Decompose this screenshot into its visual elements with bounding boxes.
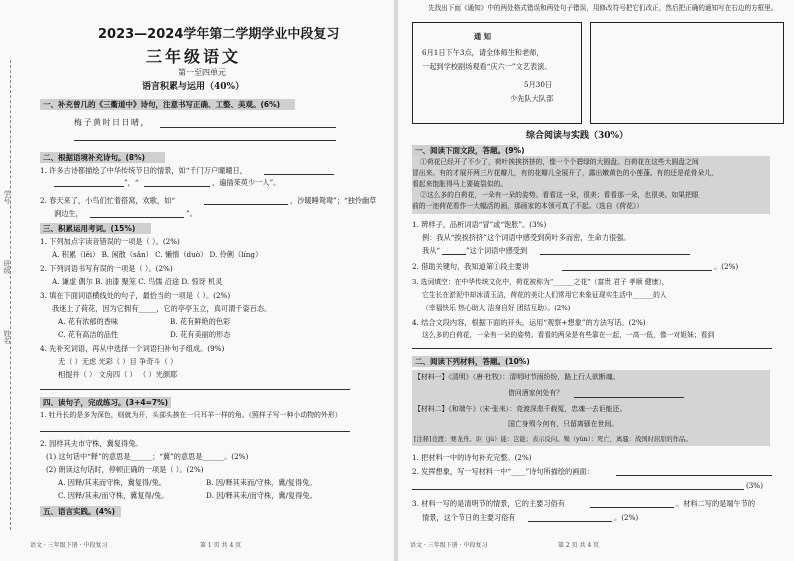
material-2-line: 【材料二】《和端午》（宋·张耒）：竞渡深悲千载冤，忠魂一去讵能还。	[414, 405, 627, 413]
material-2-line: 国亡身殒今何有，只留离骚在世间。	[508, 420, 619, 428]
question-text: （幸福快乐 热心助人 洁身自好 团结互助）。(2%)	[422, 304, 571, 312]
question-text: 3. 填在下面词语横线处的句子，最恰当的一项是（ ）。(2%)	[40, 291, 231, 300]
answer-line[interactable]	[540, 254, 690, 255]
answer-line[interactable]	[40, 431, 350, 432]
notice-signature: 少先队大队部	[510, 94, 554, 103]
option-b: B. 花有鲜艳的色彩	[170, 317, 231, 326]
answer-line[interactable]	[562, 270, 712, 271]
section-2-header: 二、根据语境补充诗句。(8%)	[40, 152, 165, 163]
passage-line: 看起来饱胀得马上要破裂似的。	[412, 180, 508, 188]
material-1-line: 【材料一】《清明》（唐·杜牧）：清明时节雨纷纷，路上行人欲断魂。	[414, 373, 620, 381]
option-a: A. 因释/其耒而守株，冀复得/兔。	[58, 478, 167, 487]
question-text: ”。	[186, 209, 197, 218]
score-label: (3%)	[746, 481, 764, 490]
question-text: ，遍插茱萸少一人”。	[212, 178, 281, 187]
material-note: [注释]竞渡：赛龙舟。讵（jù）能：岂能；表示反问。殒（yǔn）：死亡，离骚：战国时屈原的作品。	[414, 436, 692, 443]
footer-course: 语文 · 三年级下册 · 中段复习	[30, 542, 108, 549]
options-text: A. 积累（lěi） B. 闲散（sǎn） C. 懒惰（duò） D. 伶俐（líng）	[52, 250, 263, 259]
options-text: A. 谦虚 偶尔 B. 油漆 聚笼 C. 鸟懦 沿途 D. 惊讶 机灵	[52, 277, 223, 286]
section-a-header: 一、阅读下面文段，答题。(9%)	[412, 145, 519, 156]
question-text: 2. 借助关键句，我知道第①段主要讲	[412, 262, 529, 271]
section-b-header: 二、阅读下列材料，答题。(10%)	[412, 356, 523, 367]
question-text: 。材料二写的是端午节的	[676, 499, 756, 508]
fill-row: 相提并（ ） 文房四（ ） （ ）光颜耶	[58, 370, 178, 379]
answer-line[interactable]	[204, 204, 288, 205]
footer-course: 语文 · 三年级下册 · 中段复习	[410, 542, 488, 549]
question-text: 3. 材料一写的是清明节的情景，它的主要习俗有	[412, 499, 565, 508]
passage-line: ②这么多的白荷花，一朵有一朵的姿势。看看这一朵，很美；看看那一朵，也很美。如果把眼	[420, 191, 699, 199]
notice-instruction: 先找出下面《通知》中的两处格式错误和两处句子错误，用修改符号把它们改正，然后把正确的通知写在右边的方框里。	[428, 4, 778, 12]
exam-title: 2023—2024学年第二学期学业中段复习	[98, 27, 340, 42]
question-text: 情景，这个节日的主要习俗有	[422, 513, 516, 522]
left-page	[0, 0, 394, 561]
option-a: A. 花有浓郁的香味	[58, 317, 119, 326]
question-text: 。(2%)	[714, 262, 739, 271]
option-b: B. 因/释其耒而/守株，冀/复得兔。	[206, 478, 317, 487]
question-text: 4. 结合文段内容，根据下面的开头，运用“观察+想象”的方法写话。(2%)	[412, 318, 646, 327]
units-label: 第一至四单元	[178, 68, 226, 77]
answer-line[interactable]	[54, 186, 124, 187]
question-text: 2. 下列词语书写有误的一项是（ ）。(2%)	[40, 264, 173, 273]
option-d: D. 因/释其耒/而守株，冀/复得兔。	[206, 491, 317, 500]
right-page	[398, 0, 794, 561]
binding-line	[10, 60, 11, 530]
binding-label-id: 学号	[3, 190, 11, 204]
question-text: 涧边生，	[54, 209, 83, 218]
question-text: 1. 辨样子，品析词语“冒”或“饱胀”。(3%)	[412, 220, 547, 229]
answer-line[interactable]	[442, 254, 466, 255]
question-text: 4. 先补充词语，再从中选择一个词语扫补句子组成。(9%)	[40, 344, 225, 353]
notice-box	[412, 22, 582, 124]
answer-line[interactable]	[528, 521, 612, 522]
option-c: C. 因释/其耒/而守株，冀复得/兔。	[58, 491, 169, 500]
question-text: ”，“	[124, 178, 139, 187]
binding-label-class: 班级	[3, 260, 11, 274]
notice-title: 通 知	[474, 32, 491, 41]
question-text: ”这个词语中感受到	[466, 246, 528, 255]
answer-line[interactable]	[264, 174, 334, 175]
material-1-line: 借问酒家何处有？	[508, 389, 564, 397]
option-c: C. 花有高洁的品性	[58, 330, 119, 339]
question-text: (1) 这句话中“释”的意思是______；“冀”的意思是______。(2%)	[46, 452, 249, 461]
question-text: 2. 园样其夫市守株，冀复得兔。	[40, 439, 143, 448]
question-example: 例：我从“挨挨挤挤”这个词语中感受到荷叶多而密，生命力很强。	[422, 233, 631, 242]
answer-line[interactable]	[412, 348, 772, 349]
binding-label-name: 姓名	[3, 330, 11, 344]
question-text: (2) 朗读这句话时，停顿正确的一项是（ ）。(2%)	[46, 465, 204, 474]
question-text: 这么多的白荷花，一朵有一朵的姿势。看看的两朵是有些靠在一起，一高一低，像一对姐妹；看到	[422, 331, 715, 339]
fill-row: 无（ ）无虑 光彩（ ）目 争奇斗（ ）	[58, 357, 178, 366]
question-text: 2. 春天来了，小鸟们忙着搭窝，欢歌，如“	[40, 196, 176, 205]
notice-date: 5月30日	[524, 80, 553, 89]
section-3-header: 三、积累运用考词。(15%)	[40, 223, 151, 234]
answer-line[interactable]	[90, 217, 184, 218]
question-text: 1. 牡丹长的是多为深色，则就为开，头部头挨在一只耳羊一样的角。（照样子写一种小动物的外形）	[40, 411, 342, 419]
question-text: 1. 把材料一中的诗句补充完整。(2%)	[412, 453, 532, 462]
passage-line: 冒出来。有的才展开两三片花瓣儿，有的花瓣儿全展开了，露出嫩黄色的小莲蓬。有的还是花骨朵儿，	[412, 169, 718, 177]
part1-title: 语言积累与运用（40%）	[142, 82, 245, 92]
answer-line[interactable]	[144, 186, 210, 187]
answer-line[interactable]	[412, 489, 744, 490]
answer-line[interactable]	[40, 389, 350, 390]
passage-line: ①荷花已经开了不少了，荷叶挨挨挤挤的，像一个个碧绿的大圆盘。白荷花在这些大圆盘之间	[420, 158, 699, 166]
answer-line[interactable]	[574, 397, 684, 398]
question-text: 我从“	[422, 246, 441, 255]
question-text: 2. 发挥想象，写一写材料一中“____”诗句所描绘的画面：	[412, 467, 594, 476]
poem-start: 梅子黄时日日晴，	[74, 118, 150, 127]
footer-page-number: 第 1 页 共 4 页	[200, 542, 242, 549]
answer-line[interactable]	[616, 475, 772, 476]
question-text: 它生长在淤泥中却冰清玉洁，荷花的美让人们常用它来象征现实生活中______的人	[422, 291, 667, 299]
subject-title: 三年级语文	[146, 47, 242, 66]
notice-line: 6月1日下午3点，请全体师生和老师，	[422, 48, 544, 57]
question-text: 1. 下列加点字读音错误的一项是（ ）。(2%)	[40, 237, 180, 246]
question-text: 。(2%)	[614, 513, 639, 522]
footer-page-number: 第 2 页 共 4 页	[558, 542, 600, 549]
section-1-header: 一、补充曾几的《三衢道中》诗句，注意书写正确、工整、美观。(6%)	[40, 99, 295, 110]
option-d: D. 花有美丽的形态	[170, 330, 231, 339]
passage-line: 前的一池荷花看作一大幅活的画，那画家的本领可真了不起。（选自《荷花》）	[412, 202, 644, 210]
answer-box[interactable]	[590, 22, 784, 124]
question-text: 我迷上了荷花，因为它拥有_____，它的亭亭玉立，真可谓千姿百态。	[52, 304, 272, 313]
question-text: ，沙暖睡鸳鸯”；“独怜幽草	[290, 196, 377, 205]
question-text: 3. 选词填空：在中华传统文化中，荷花被称为“______之花”（富贵 君子 孝顺 健康），	[412, 278, 669, 286]
question-text: 1. 许多古诗都描绘了中华传统节日的情景，如“千门万户曈曈日，	[40, 166, 247, 175]
notice-line: 一起到学校剧场观看“庆六一”文艺表演。	[422, 62, 552, 71]
part2-title: 综合阅读与实践（30%）	[526, 131, 629, 141]
section-5-header: 五、语言实践。(4%)	[40, 506, 121, 517]
section-4-header: 四、读句子，完成练习。(3+4=7%)	[40, 397, 171, 408]
answer-line[interactable]	[590, 507, 674, 508]
answer-line[interactable]	[74, 140, 336, 141]
answer-line[interactable]	[160, 127, 336, 128]
